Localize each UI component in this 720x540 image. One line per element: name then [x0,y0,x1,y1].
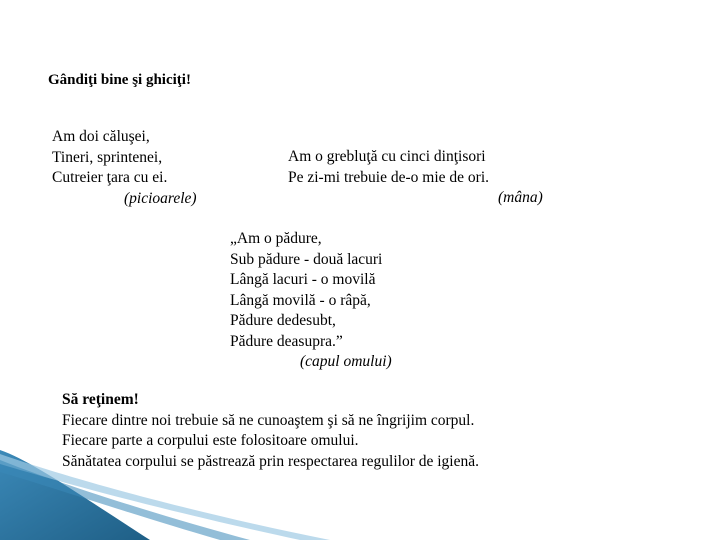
riddle-line: Am doi căluşei, [52,128,150,145]
riddle-line: Tineri, sprintenei, [52,148,163,166]
riddle-line: Lângă lacuri - o movilă [230,271,376,288]
summary-line: Sănătatea corpului se păstrează prin respectarea regulilor de igienă. [62,452,480,470]
riddle-line: „Am o pădure, [230,230,322,247]
riddle-line: Sub pădure - două lacuri [230,250,383,268]
summary-line: Fiecare parte a corpului este folositoare omului. [62,432,359,449]
riddle-line: Pe zi-mi trebuie de-o mie de ori. [288,168,490,186]
riddle-hand [288,147,543,209]
riddle-line: Pădure deasupra.” [230,332,343,350]
summary-block [62,390,479,472]
riddle-answer: (picioarele) [124,189,197,207]
riddle-line: Am o grebluţă cu cinci dinţisori [288,148,486,165]
heading: Gândiţi bine şi ghiciţi! [48,72,191,88]
summary-line: Fiecare dintre noi trebuie să ne cunoaştem şi să ne îngrijim corpul. [62,411,475,429]
riddle-line: Pădure dedesubt, [230,312,336,329]
riddle-line: Cutreier ţara cu ei. [52,169,168,186]
riddle-answer: (capul omului) [300,353,392,370]
riddle-head [230,229,392,373]
riddle-legs [52,127,197,209]
summary-title: Să reţinem! [62,391,139,408]
riddle-line: Lângă movilă - o râpă, [230,291,371,309]
riddle-answer: (mâna) [498,189,543,206]
